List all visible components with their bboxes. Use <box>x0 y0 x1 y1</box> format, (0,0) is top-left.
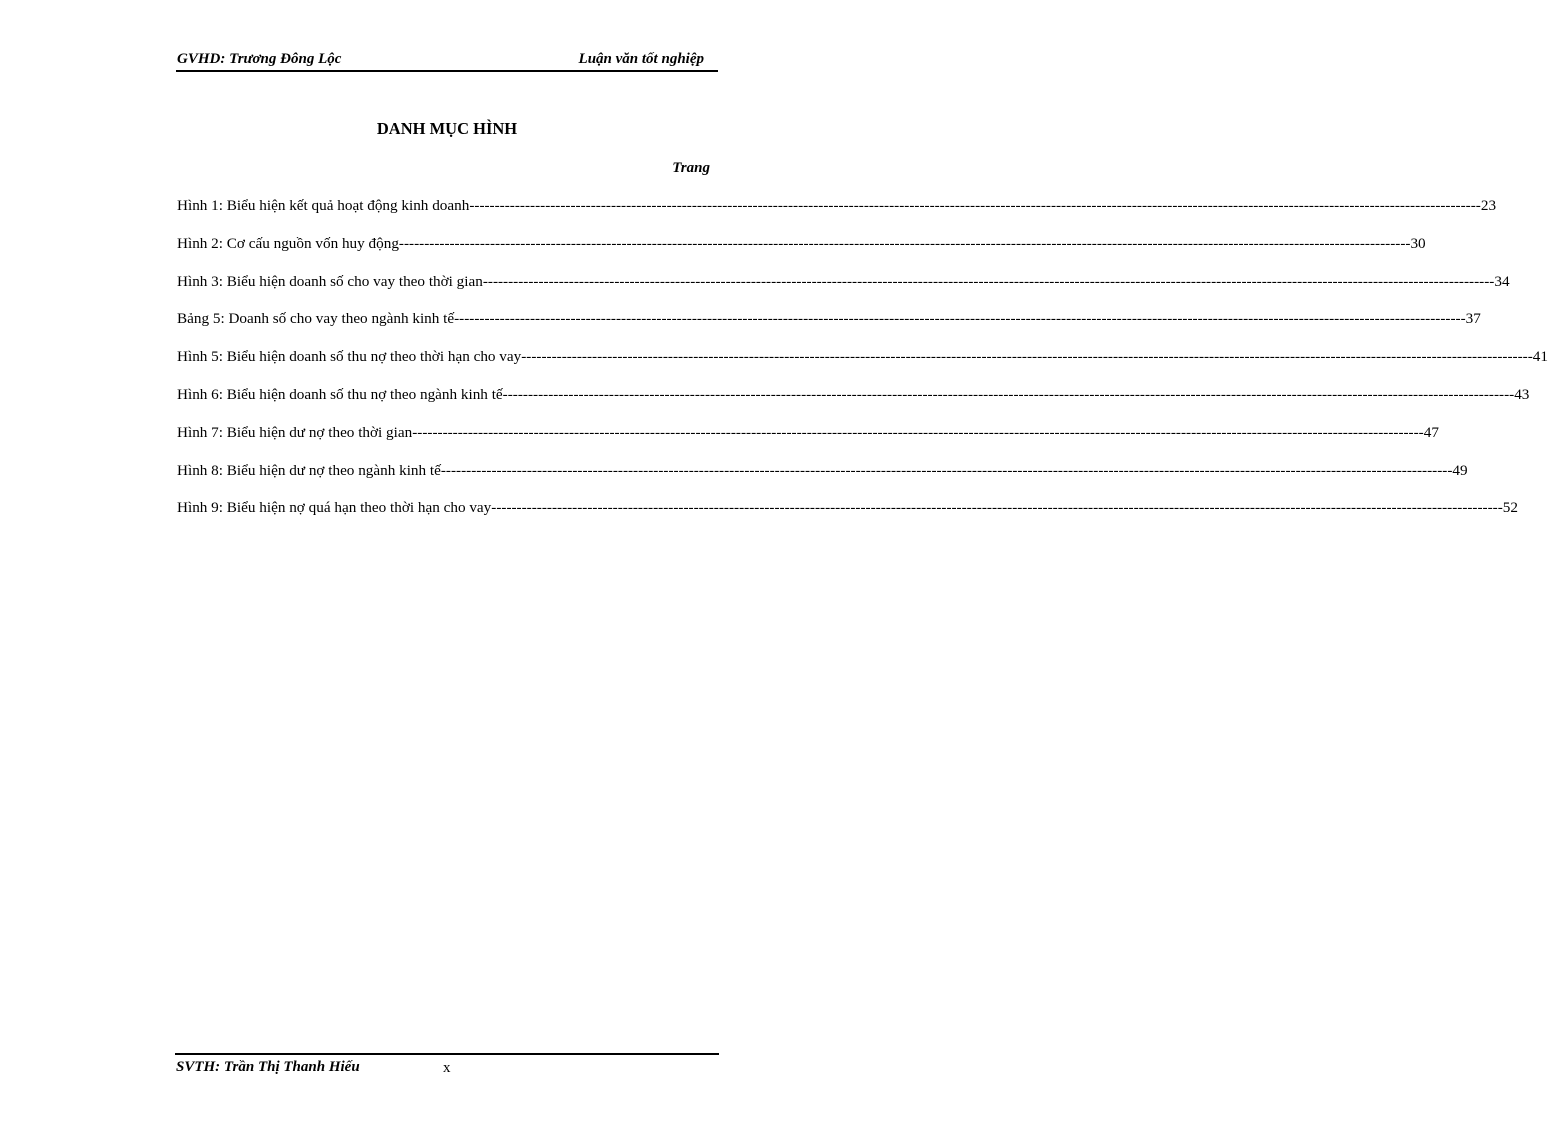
entry-page: 37 <box>1465 310 1481 328</box>
entry-page: 49 <box>1452 461 1468 479</box>
list-item <box>177 234 1426 273</box>
entry-label: Hình 2: Cơ cấu nguồn vốn huy động <box>177 234 399 252</box>
list-item <box>177 423 1439 462</box>
entry-label: Hình 7: Biểu hiện dư nợ theo thời gian <box>177 423 413 441</box>
entry-page: 47 <box>1423 423 1439 441</box>
dot-leader: -------------------------------------------------------------------------------------------------------------------------------------------------------------------------------------------------------- <box>502 385 1515 403</box>
entry-label: Hình 8: Biểu hiện dư nợ theo ngành kinh tế <box>177 461 441 479</box>
figure-list <box>177 197 1548 537</box>
dot-leader: -------------------------------------------------------------------------------------------------------------------------------------------------------------------------------------------------------- <box>469 197 1481 214</box>
entry-label: Bảng 5: Doanh số cho vay theo ngành kinh tế <box>177 310 455 328</box>
page-title: DANH MỤC HÌNH <box>376 119 518 138</box>
list-item <box>177 348 1548 386</box>
entry-page: 52 <box>1502 499 1518 517</box>
entry-label: Hình 1: Biểu hiện kết quả hoạt động kinh doanh <box>177 197 470 214</box>
list-item <box>177 197 1497 235</box>
dot-leader: -------------------------------------------------------------------------------------------------------------------------------------------------------------------------------------------------------- <box>491 499 1503 517</box>
list-item <box>177 272 1510 311</box>
advisor-name: GVHD: Trương Đông Lộc <box>177 51 342 67</box>
entry-label: Hình 6: Biểu hiện doanh số thu nợ theo ngành kinh tế <box>177 385 503 403</box>
page-number: x <box>443 1060 451 1076</box>
student-name: SVTH: Trần Thị Thanh Hiếu <box>176 1059 360 1075</box>
entry-page: 41 <box>1532 348 1548 366</box>
list-item <box>177 310 1481 348</box>
entry-label: Hình 5: Biểu hiện doanh số thu nợ theo thời hạn cho vay <box>177 348 522 366</box>
list-item <box>177 385 1530 424</box>
list-item <box>177 499 1518 537</box>
entry-page: 30 <box>1410 234 1426 252</box>
page-footer <box>175 1053 719 1079</box>
page-header <box>176 50 718 72</box>
page-column-label: Trang <box>672 160 710 176</box>
dot-leader: -------------------------------------------------------------------------------------------------------------------------------------------------------------------------------------------------------- <box>454 310 1466 328</box>
dot-leader: -------------------------------------------------------------------------------------------------------------------------------------------------------------------------------------------------------- <box>398 234 1411 252</box>
entry-page: 34 <box>1494 272 1510 290</box>
entry-page: 43 <box>1514 385 1530 403</box>
dot-leader: -------------------------------------------------------------------------------------------------------------------------------------------------------------------------------------------------------- <box>440 461 1453 479</box>
entry-page: 23 <box>1480 197 1497 214</box>
entry-label: Hình 3: Biểu hiện doanh số cho vay theo thời gian <box>177 272 483 290</box>
dot-leader: -------------------------------------------------------------------------------------------------------------------------------------------------------------------------------------------------------- <box>482 272 1495 290</box>
list-item <box>177 461 1468 500</box>
dot-leader: -------------------------------------------------------------------------------------------------------------------------------------------------------------------------------------------------------- <box>521 348 1533 366</box>
dot-leader: -------------------------------------------------------------------------------------------------------------------------------------------------------------------------------------------------------- <box>412 423 1424 441</box>
document-type: Luận văn tốt nghiệp <box>578 51 704 67</box>
entry-label: Hình 9: Biểu hiện nợ quá hạn theo thời hạn cho vay <box>177 499 492 517</box>
